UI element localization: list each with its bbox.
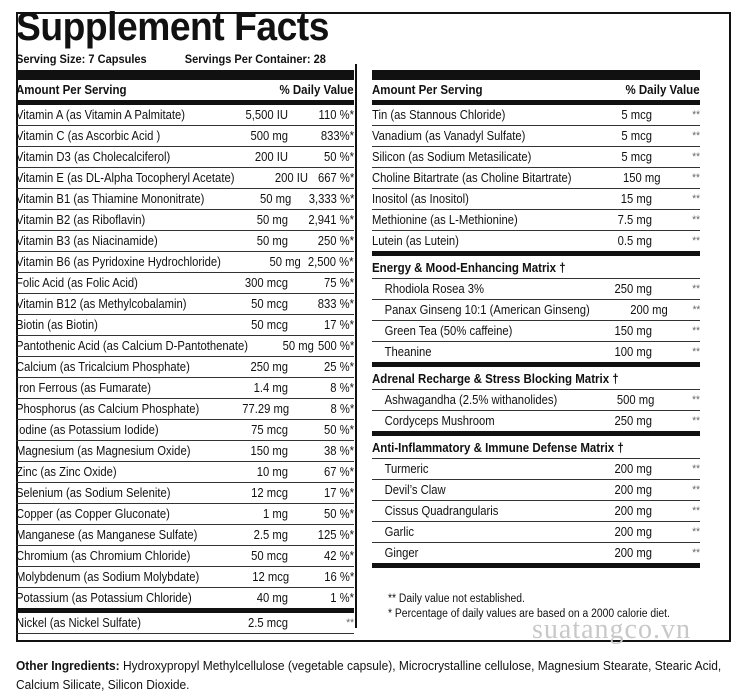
nutrient-amount: 50 mg xyxy=(256,234,288,248)
nutrient-name: Molybdenum (as Sodium Molybdate) xyxy=(16,570,200,584)
nutrient-amount: 5 mcg xyxy=(621,129,652,143)
nutrient-amount: 12 mcg xyxy=(251,486,288,500)
nutrient-amount: 150 mg xyxy=(250,444,288,458)
nutrient-amount: 50 mg xyxy=(260,192,292,206)
nutrient-row xyxy=(16,441,354,462)
nutrient-row xyxy=(16,168,354,189)
amount-per-serving-header: Amount Per Serving xyxy=(372,83,483,97)
right-column xyxy=(372,70,700,568)
section-title-text: Energy & Mood-Enhancing Matrix † xyxy=(372,261,566,275)
nutrient-daily-value: ** xyxy=(692,484,700,496)
nutrient-row xyxy=(372,189,700,210)
nutrient-amount: 150 mg xyxy=(614,324,652,338)
nutrient-daily-value: ** xyxy=(692,304,700,316)
nutrient-name: Rhodiola Rosea 3% xyxy=(384,282,485,296)
nutrient-row xyxy=(16,504,354,525)
nutrient-name: Iodine (as Potassium Iodide) xyxy=(16,423,159,437)
nutrient-row xyxy=(16,357,354,378)
nutrient-row xyxy=(16,567,354,588)
footnote-calorie-diet: * Percentage of daily values are based on a 2000 calorie diet. xyxy=(388,608,670,620)
other-ingredients xyxy=(16,656,724,694)
nutrient-amount: 150 mg xyxy=(622,171,661,185)
nutrient-name: Calcium (as Tricalcium Phosphate) xyxy=(16,360,190,374)
nutrient-row xyxy=(16,105,354,126)
nutrient-amount: 250 mg xyxy=(614,282,652,296)
nutrient-amount: 50 mg xyxy=(282,339,314,353)
nutrient-name: Theanine xyxy=(384,345,432,359)
nutrient-name: Vanadium (as Vanadyl Sulfate) xyxy=(372,129,526,143)
column-divider xyxy=(355,64,357,628)
nutrient-daily-value: 42 %* xyxy=(323,549,354,563)
nutrient-name: Vitamin B1 (as Thiamine Mononitrate) xyxy=(16,192,205,206)
thick-rule xyxy=(372,70,700,80)
nutrient-name: Garlic xyxy=(384,525,414,539)
nutrient-daily-value: ** xyxy=(692,235,700,247)
nutrient-daily-value: 67 %* xyxy=(323,465,354,479)
nutrient-name: Vitamin B3 (as Niacinamide) xyxy=(16,234,158,248)
nutrient-row xyxy=(16,588,354,613)
serving-size: Serving Size: 7 Capsules xyxy=(16,52,147,66)
nutrient-name: Vitamin A (as Vitamin A Palmitate) xyxy=(16,108,186,122)
nutrient-amount: 200 IU xyxy=(254,150,288,164)
nutrient-row xyxy=(372,231,700,256)
matrix-sections xyxy=(372,256,700,568)
nutrient-daily-value: 250 %* xyxy=(317,234,354,248)
nutrient-row xyxy=(16,483,354,504)
nutrient-daily-value: 50 %* xyxy=(323,507,354,521)
nutrient-row xyxy=(372,459,700,480)
serving-info xyxy=(16,52,361,66)
nutrient-name: Folic Acid (as Folic Acid) xyxy=(16,276,138,290)
nutrient-daily-value: ** xyxy=(346,617,354,629)
nutrient-name: Selenium (as Sodium Selenite) xyxy=(16,486,171,500)
nutrient-daily-value: 2,500 %* xyxy=(308,255,354,269)
column-header xyxy=(372,80,700,105)
nutrient-name: Ashwagandha (2.5% withanolides) xyxy=(384,393,558,407)
nutrient-daily-value: 110 %* xyxy=(318,108,354,122)
nutrient-amount: 5 mcg xyxy=(621,108,652,122)
nutrient-daily-value: 833 %* xyxy=(317,297,354,311)
nutrient-daily-value: 8 %* xyxy=(330,381,354,395)
nutrient-daily-value: 500 %* xyxy=(317,339,354,353)
nutrient-row xyxy=(372,147,700,168)
nutrient-daily-value: ** xyxy=(692,346,700,358)
nutrient-row xyxy=(16,613,354,634)
nutrient-row xyxy=(372,321,700,342)
nutrient-daily-value: 3,333 %* xyxy=(308,192,354,206)
nutrient-amount: 200 mg xyxy=(630,303,668,317)
nutrient-name: Ginger xyxy=(384,546,419,560)
nutrient-row xyxy=(16,336,354,357)
nutrient-row xyxy=(372,501,700,522)
nutrient-daily-value: 1 %* xyxy=(330,591,354,605)
nutrient-row xyxy=(372,126,700,147)
daily-value-header: % Daily Value xyxy=(279,83,354,97)
nutrient-daily-value: 17 %* xyxy=(323,318,354,332)
section-title xyxy=(372,367,700,390)
nutrient-amount: 10 mg xyxy=(256,465,288,479)
nutrient-row xyxy=(16,378,354,399)
nutrient-row xyxy=(16,210,354,231)
nutrient-row xyxy=(372,480,700,501)
nutrient-amount: 200 mg xyxy=(614,525,652,539)
nutrient-row xyxy=(16,147,354,168)
nutrient-amount: 7.5 mg xyxy=(617,213,652,227)
nutrient-name: Green Tea (50% caffeine) xyxy=(384,324,513,338)
nutrient-row xyxy=(16,126,354,147)
nutrient-daily-value: 50 %* xyxy=(323,150,354,164)
nutrient-daily-value: ** xyxy=(692,193,700,205)
nutrient-name: Tin (as Stannous Chloride) xyxy=(372,108,506,122)
nutrient-row xyxy=(16,294,354,315)
nutrient-name: Choline Bitartrate (as Choline Bitartrate) xyxy=(372,171,572,185)
column-header xyxy=(16,80,354,105)
nutrient-name: Manganese (as Manganese Sulfate) xyxy=(16,528,198,542)
nutrient-amount: 2.5 mg xyxy=(253,528,288,542)
watermark: suatangco.vn xyxy=(532,614,691,645)
nutrient-name: Zinc (as Zinc Oxide) xyxy=(16,465,117,479)
nutrient-daily-value: 17 %* xyxy=(323,486,354,500)
nutrient-amount: 1.4 mg xyxy=(253,381,288,395)
nutrient-name: Vitamin B12 (as Methylcobalamin) xyxy=(16,297,187,311)
servings-per-container: Servings Per Container: 28 xyxy=(184,52,326,66)
nutrient-amount: 250 mg xyxy=(614,414,652,428)
nutrient-amount: 50 mg xyxy=(256,213,288,227)
nutrient-daily-value: 16 %* xyxy=(323,570,354,584)
nutrient-amount: 50 mcg xyxy=(251,549,288,563)
nutrient-amount: 5,500 IU xyxy=(245,108,288,122)
nutrient-name: Vitamin B6 (as Pyridoxine Hydrochloride) xyxy=(16,255,221,269)
thick-rule xyxy=(16,70,354,80)
section-title xyxy=(372,256,700,279)
nutrient-row xyxy=(16,252,354,273)
nutrient-daily-value: ** xyxy=(692,526,700,538)
nutrient-list xyxy=(372,105,700,256)
nutrient-daily-value: 667 %* xyxy=(317,171,354,185)
nutrient-name: Vitamin C (as Ascorbic Acid ) xyxy=(16,129,161,143)
nutrient-daily-value: 2,941 %* xyxy=(308,213,354,227)
nutrient-name: Copper (as Copper Gluconate) xyxy=(16,507,170,521)
nutrient-amount: 200 mg xyxy=(614,546,652,560)
nutrient-daily-value: 50 %* xyxy=(323,423,354,437)
nutrient-amount: 200 mg xyxy=(614,504,652,518)
nutrient-amount: 200 IU xyxy=(274,171,308,185)
nutrient-amount: 40 mg xyxy=(256,591,288,605)
nutrient-daily-value: ** xyxy=(692,151,700,163)
nutrient-amount: 1 mg xyxy=(262,507,288,521)
section-title-text: Adrenal Recharge & Stress Blocking Matrix † xyxy=(372,372,619,386)
nutrient-daily-value: ** xyxy=(692,463,700,475)
nutrient-row xyxy=(372,168,700,189)
nutrient-name: Turmeric xyxy=(384,462,429,476)
nutrient-amount: 50 mcg xyxy=(251,318,288,332)
nutrient-row xyxy=(16,462,354,483)
nutrient-name: Vitamin D3 (as Cholecalciferol) xyxy=(16,150,171,164)
nutrient-row xyxy=(372,411,700,436)
nutrient-name: Nickel (as Nickel Sulfate) xyxy=(16,616,142,630)
left-column xyxy=(16,70,354,634)
nutrient-amount: 2.5 mcg xyxy=(247,616,288,630)
nutrient-amount: 200 mg xyxy=(614,462,652,476)
nutrient-name: Methionine (as L-Methionine) xyxy=(372,213,518,227)
nutrient-amount: 75 mcg xyxy=(251,423,288,437)
nutrient-row xyxy=(16,315,354,336)
nutrient-row xyxy=(372,105,700,126)
section-title xyxy=(372,436,700,459)
nutrient-amount: 12 mcg xyxy=(251,570,289,584)
nutrient-list xyxy=(16,105,354,634)
nutrient-amount: 500 mg xyxy=(250,129,288,143)
nutrient-amount: 5 mcg xyxy=(621,150,652,164)
nutrient-name: Potassium (as Potassium Chloride) xyxy=(16,591,192,605)
nutrient-row xyxy=(372,522,700,543)
nutrient-row xyxy=(372,390,700,411)
nutrient-amount: 200 mg xyxy=(614,483,652,497)
nutrient-amount: 100 mg xyxy=(614,345,652,359)
nutrient-row xyxy=(16,399,354,420)
nutrient-row xyxy=(16,189,354,210)
nutrient-name: Chromium (as Chromium Chloride) xyxy=(16,549,191,563)
nutrient-row xyxy=(16,546,354,567)
other-ingredients-label: Other Ingredients: xyxy=(16,658,120,673)
nutrient-name: Panax Ginseng 10:1 (American Ginseng) xyxy=(384,303,590,317)
nutrient-name: Lutein (as Lutein) xyxy=(372,234,459,248)
nutrient-name: Cordyceps Mushroom xyxy=(384,414,495,428)
nutrient-name: Inositol (as Inositol) xyxy=(372,192,469,206)
nutrient-row xyxy=(372,342,700,367)
nutrient-name: Phosphorus (as Calcium Phosphate) xyxy=(16,402,200,416)
nutrient-name: Magnesium (as Magnesium Oxide) xyxy=(16,444,191,458)
other-ingredients-text: Hydroxypropyl Methylcellulose (vegetable capsule), Microcrystalline cellulose, Magnesium Stearate, Stearic Acid, Calcium Silicate, Silicon Dioxide. xyxy=(16,658,722,692)
daily-value-header: % Daily Value xyxy=(625,83,700,97)
nutrient-daily-value: ** xyxy=(692,394,700,406)
nutrient-daily-value: 8 %* xyxy=(330,402,354,416)
amount-per-serving-header: Amount Per Serving xyxy=(16,83,127,97)
nutrient-row xyxy=(16,231,354,252)
nutrient-daily-value: ** xyxy=(692,415,700,427)
nutrient-daily-value: 125 %* xyxy=(317,528,354,542)
nutrient-daily-value: 38 %* xyxy=(323,444,354,458)
nutrient-name: Devil’s Claw xyxy=(384,483,446,497)
nutrient-daily-value: ** xyxy=(692,325,700,337)
section-title-text: Anti-Inflammatory & Immune Defense Matrix † xyxy=(372,441,624,455)
nutrient-amount: 50 mg xyxy=(269,255,301,269)
nutrient-name: Iron Ferrous (as Fumarate) xyxy=(16,381,152,395)
nutrient-daily-value: ** xyxy=(692,172,700,184)
nutrient-daily-value: 75 %* xyxy=(323,276,354,290)
nutrient-daily-value: ** xyxy=(692,283,700,295)
nutrient-name: Silicon (as Sodium Metasilicate) xyxy=(372,150,532,164)
nutrient-row xyxy=(372,210,700,231)
nutrient-name: Cissus Quadrangularis xyxy=(384,504,499,518)
nutrient-amount: 0.5 mg xyxy=(617,234,652,248)
nutrient-amount: 300 mcg xyxy=(244,276,288,290)
nutrient-daily-value: ** xyxy=(692,130,700,142)
nutrient-name: Vitamin B2 (as Riboflavin) xyxy=(16,213,146,227)
nutrient-row xyxy=(16,525,354,546)
nutrient-name: Vitamin E (as DL-Alpha Tocopheryl Acetate) xyxy=(16,171,235,185)
page-title: Supplement Facts xyxy=(16,5,329,49)
nutrient-name: Biotin (as Biotin) xyxy=(16,318,98,332)
nutrient-row xyxy=(372,300,700,321)
nutrient-amount: 500 mg xyxy=(616,393,655,407)
nutrient-daily-value: ** xyxy=(692,214,700,226)
nutrient-row xyxy=(372,279,700,300)
nutrient-daily-value: ** xyxy=(692,109,700,121)
nutrient-daily-value: 25 %* xyxy=(323,360,354,374)
nutrient-daily-value: 833%* xyxy=(320,129,354,143)
nutrient-amount: 250 mg xyxy=(250,360,288,374)
nutrient-daily-value: ** xyxy=(692,547,700,559)
nutrient-amount: 77.29 mg xyxy=(241,402,289,416)
nutrient-daily-value: ** xyxy=(692,505,700,517)
nutrient-row xyxy=(16,420,354,441)
nutrient-row xyxy=(16,273,354,294)
nutrient-name: Pantothenic Acid (as Calcium D-Pantothenate) xyxy=(16,339,249,353)
nutrient-row xyxy=(372,543,700,568)
nutrient-amount: 15 mg xyxy=(620,192,652,206)
footnote-daily-value: ** Daily value not established. xyxy=(388,593,525,605)
nutrient-amount: 50 mcg xyxy=(251,297,288,311)
